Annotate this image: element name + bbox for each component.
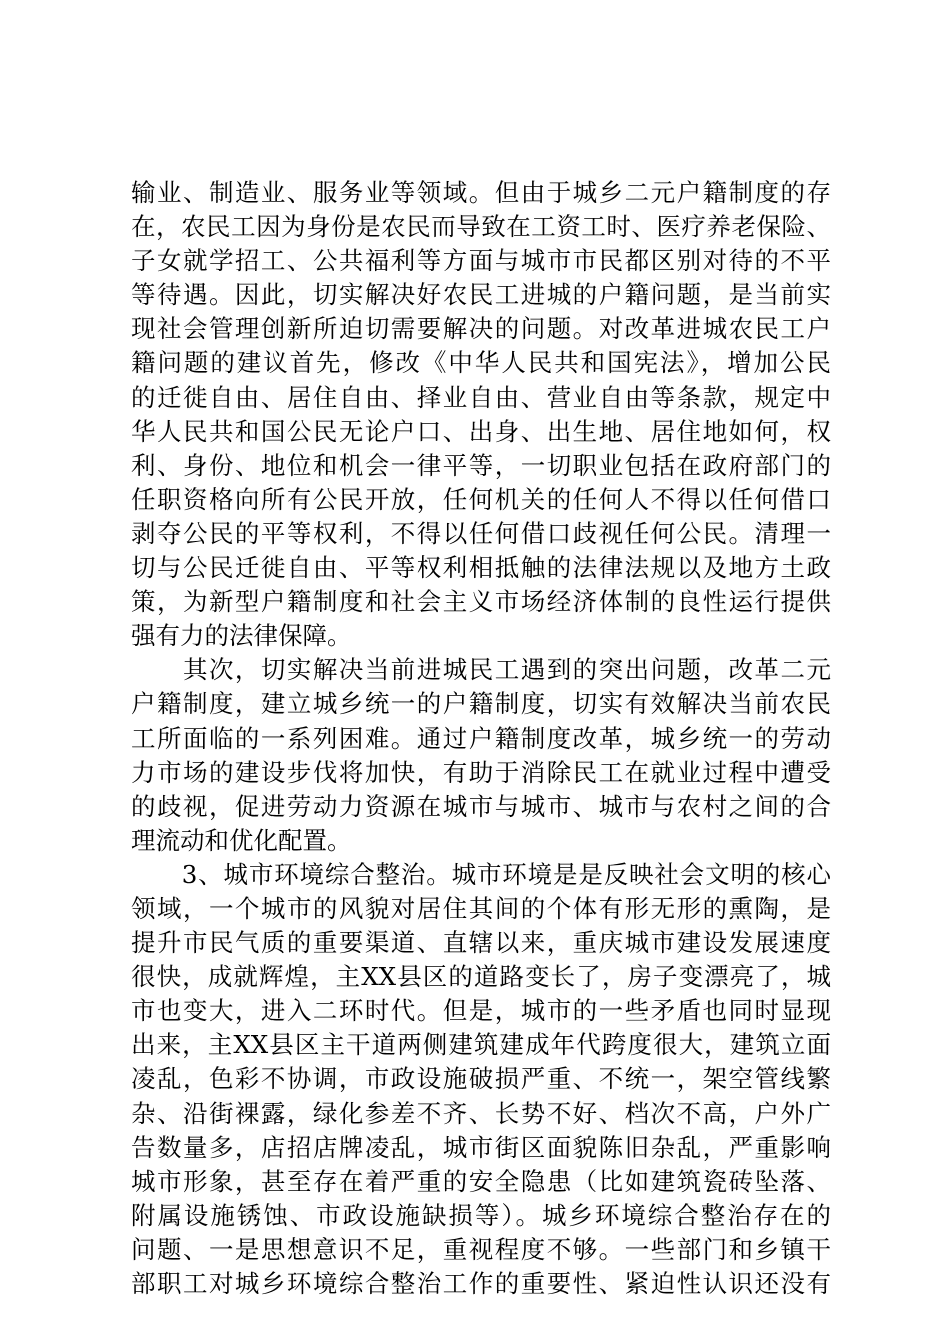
text-line: 提升市民气质的重要渠道、直辖以来，重庆城市建设发展速度 xyxy=(131,928,831,958)
text-line: 籍问题的建议首先，修改《中华人民共和国宪法》，增加公民 xyxy=(131,348,831,378)
text-line: 等待遇。因此，切实解决好农民工进城的户籍问题，是当前实 xyxy=(131,280,831,310)
text-line: 力市场的建设步伐将加快，有助于消除民工在就业过程中遭受 xyxy=(131,757,831,787)
text-line: 户籍制度，建立城乡统一的户籍制度，切实有效解决当前农民 xyxy=(131,689,831,719)
text-line: 的歧视，促进劳动力资源在城市与城市、城市与农村之间的合 xyxy=(131,791,831,821)
text-line: 子女就学招工、公共福利等方面与城市市民都区别对待的不平 xyxy=(131,246,831,276)
text-line: 问题、一是思想意识不足，重视程度不够。一些部门和乡镇干 xyxy=(131,1234,831,1264)
text-line: 很快，成就辉煌，主XX县区的道路变长了，房子变漂亮了，城 xyxy=(131,962,831,992)
text-line: 告数量多，店招店牌凌乱，城市街区面貌陈旧杂乱，严重影响 xyxy=(131,1132,831,1162)
text-line: 附属设施锈蚀、市政设施缺损等）。城乡环境综合整治存在的 xyxy=(131,1200,831,1230)
text-line: 在，农民工因为身份是农民而导致在工资工时、医疗养老保险、 xyxy=(131,212,831,242)
paragraph-last-line: 强有力的法律保障。 xyxy=(131,621,352,651)
text-line: 输业、制造业、服务业等领域。但由于城乡二元户籍制度的存 xyxy=(131,178,831,207)
text-line: 部职工对城乡环境综合整治工作的重要性、紧迫性认识还没有 xyxy=(131,1269,831,1298)
text-line: 华人民共和国公民无论户口、出身、出生地、居住地如何，权 xyxy=(131,416,831,446)
text-line: 其次，切实解决当前进城民工遇到的突出问题，改革二元 xyxy=(131,655,831,685)
text-line: 工所面临的一系列困难。通过户籍制度改革，城乡统一的劳动 xyxy=(131,723,831,753)
text-line: 切与公民迁徙自由、平等权利相抵触的法律法规以及地方土政 xyxy=(131,553,831,583)
text-line: 3、城市环境综合整治。城市环境是是反映社会文明的核心 xyxy=(131,859,831,889)
text-line: 利、身份、地位和机会一律平等，一切职业包括在政府部门的 xyxy=(131,450,831,480)
paragraph-last-line: 理流动和优化配置。 xyxy=(131,825,352,855)
text-line: 杂、沿街裸露，绿化参差不齐、长势不好、档次不高，户外广 xyxy=(131,1098,831,1128)
text-line: 现社会管理创新所迫切需要解决的问题。对改革进城农民工户 xyxy=(131,314,831,344)
text-line: 策，为新型户籍制度和社会主义市场经济体制的良性运行提供 xyxy=(131,587,831,617)
text-line: 出来，主XX县区主干道两侧建筑建成年代跨度很大，建筑立面 xyxy=(131,1030,831,1060)
text-line: 市也变大，进入二环时代。但是，城市的一些矛盾也同时显现 xyxy=(131,996,831,1026)
text-line: 任职资格向所有公民开放，任何机关的任何人不得以任何借口 xyxy=(131,484,831,514)
text-line: 剥夺公民的平等权利，不得以任何借口歧视任何公民。清理一 xyxy=(131,518,831,548)
body-text xyxy=(131,176,831,1301)
text-line: 城市形象，甚至存在着严重的安全隐患（比如建筑瓷砖坠落、 xyxy=(131,1166,831,1196)
text-line: 领域，一个城市的风貌对居住其间的个体有形无形的熏陶，是 xyxy=(131,893,831,923)
text-line: 凌乱，色彩不协调，市政设施破损严重、不统一，架空管线繁 xyxy=(131,1064,831,1094)
text-line: 的迁徙自由、居住自由、择业自由、营业自由等条款，规定中 xyxy=(131,382,831,412)
